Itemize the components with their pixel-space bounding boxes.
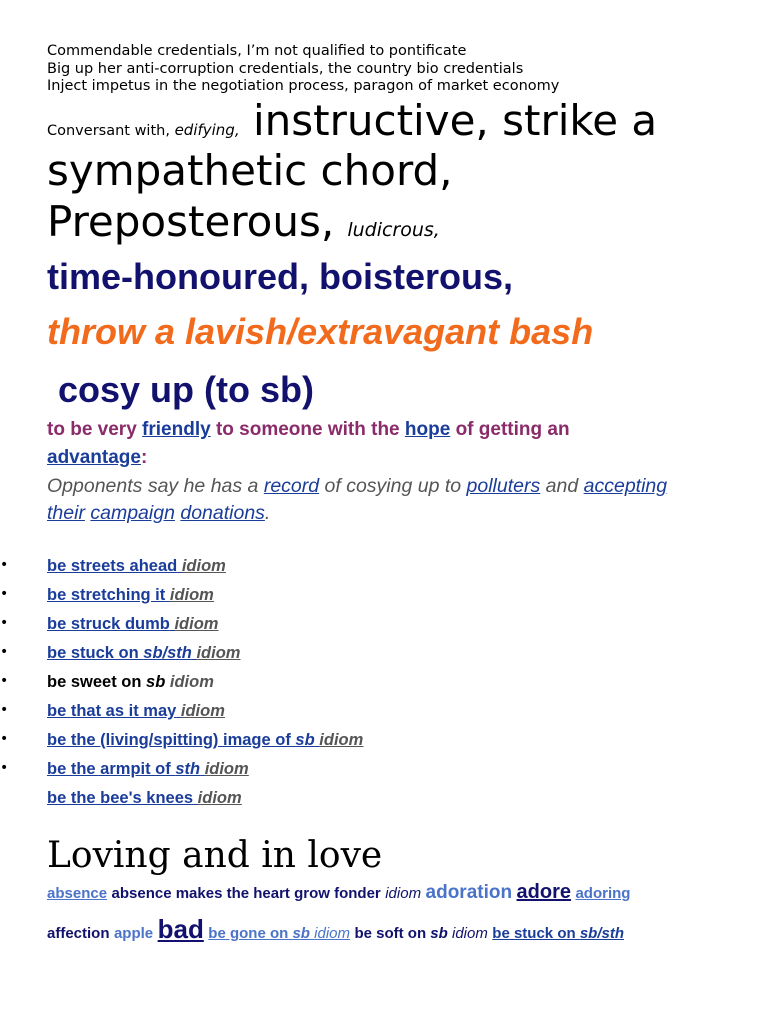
idiom-object: sb (295, 731, 315, 749)
definition-line-1 (47, 418, 570, 442)
preposterous-line (47, 197, 440, 247)
text-line-2: Big up her anti-corruption credentials, the country bio credentials (47, 61, 524, 77)
cloud-adoring-link[interactable]: adoring (575, 885, 631, 902)
idiom-object: sb/sth (143, 644, 192, 662)
example-line-1 (47, 474, 667, 498)
their-link[interactable]: their (47, 502, 85, 524)
sympathetic-chord: sympathetic chord, (47, 146, 453, 195)
idiom-stuck-on[interactable] (47, 643, 240, 663)
bullet-icon: • (0, 760, 9, 776)
preposterous-word: Preposterous, (47, 197, 335, 246)
example-line-2 (47, 501, 270, 525)
record-link[interactable]: record (263, 475, 320, 497)
cloud-object: sb/sth (579, 925, 625, 942)
definition-colon: : (140, 447, 148, 468)
idiom-text: be the bee's knees (47, 789, 194, 807)
example-text: of cosying up to (319, 475, 467, 497)
cloud-adoration-link[interactable]: adoration (425, 882, 513, 903)
idiom-tag: idiom (174, 615, 219, 633)
instructive-text: instructive, strike a (239, 96, 658, 145)
cloud-be-stuck-on-link[interactable] (492, 925, 624, 942)
cloud-affection-link[interactable]: affection (47, 925, 110, 942)
idiom-tag: idiom (169, 673, 214, 691)
text-line-1: Commendable credentials, I’m not qualified to pontificate (47, 43, 467, 59)
conversant-line (47, 96, 657, 148)
cloud-idiom-tag: idiom (385, 885, 422, 902)
bullet-icon: • (0, 673, 9, 689)
definition-text: to be very (47, 419, 143, 440)
donations-link[interactable]: donations (180, 502, 265, 524)
bullet-icon: • (0, 557, 9, 573)
edifying-word: edifying, (174, 121, 240, 139)
idiom-tag: idiom (196, 644, 241, 662)
idiom-living-image[interactable] (47, 730, 363, 750)
example-period: . (264, 502, 271, 524)
idiom-armpit-of[interactable] (47, 759, 249, 779)
hope-link[interactable]: hope (404, 419, 451, 440)
idiom-tag: idiom (204, 760, 249, 778)
idiom-bees-knees[interactable] (47, 788, 242, 808)
cloud-phrase: be gone on (208, 925, 293, 942)
lavish-bash-phrase: throw a lavish/extravagant bash (47, 311, 594, 352)
advantage-link[interactable]: advantage (47, 447, 141, 468)
idiom-text: be sweet on (47, 673, 147, 691)
bullet-icon: • (0, 586, 9, 602)
idiom-object: sth (175, 760, 201, 778)
cloud-be-gone-on-link[interactable] (208, 925, 350, 942)
cloud-bad-link[interactable]: bad (157, 914, 204, 944)
bullet-icon: • (0, 615, 9, 631)
friendly-link[interactable]: friendly (142, 419, 211, 440)
word-cloud-line-1 (47, 881, 630, 911)
idiom-tag: idiom (181, 557, 226, 575)
idiom-that-as-it-may[interactable] (47, 701, 225, 721)
conversant-prefix: Conversant with, (47, 123, 175, 139)
idiom-stretching-it[interactable] (47, 585, 214, 605)
cloud-absence-makes-link[interactable]: absence makes the heart grow fonder (111, 885, 381, 902)
cloud-idiom-tag: idiom (451, 925, 488, 942)
cloud-absence-link[interactable]: absence (47, 885, 108, 902)
cloud-phrase: be soft on (354, 925, 431, 942)
polluters-link[interactable]: polluters (466, 475, 541, 497)
cosy-up-heading: cosy up (to sb) (58, 369, 315, 410)
bullet-icon: • (0, 731, 9, 747)
idiom-tag: idiom (169, 586, 214, 604)
cloud-object: sb (430, 925, 448, 942)
cloud-apple-link[interactable]: apple (113, 925, 154, 942)
cloud-adore-link[interactable]: adore (516, 881, 572, 903)
text-line-3: Inject impetus in the negotiation process, paragon of market economy (47, 78, 560, 94)
example-text: Opponents say he has a (47, 475, 264, 497)
idiom-streets-ahead[interactable] (47, 556, 226, 576)
idiom-text: be that as it may (47, 702, 177, 720)
bullet-icon: • (0, 702, 9, 718)
cloud-object: sb (292, 925, 310, 942)
section-title: Loving and in love (47, 835, 383, 876)
idiom-text: be streets ahead (47, 557, 178, 575)
definition-text: of getting an (450, 419, 570, 440)
idiom-struck-dumb[interactable] (47, 614, 218, 634)
word-cloud-line-2 (47, 914, 624, 948)
idiom-tag: idiom (197, 789, 242, 807)
cloud-idiom-tag: idiom (314, 925, 351, 942)
time-honoured-phrase: time-honoured, boisterous, (47, 256, 514, 297)
idiom-tag: idiom (180, 702, 225, 720)
definition-text: to someone with the (210, 419, 405, 440)
bullet-icon: • (0, 644, 9, 660)
ludicrous-word: ludicrous, (347, 219, 440, 241)
idiom-text: be the armpit of (47, 760, 176, 778)
accepting-link[interactable]: accepting (583, 475, 668, 497)
idiom-text: be stretching it (47, 586, 166, 604)
idiom-text: be struck dumb (47, 615, 170, 633)
campaign-link[interactable]: campaign (90, 502, 175, 524)
idiom-object: sb (146, 673, 166, 691)
idiom-tag: idiom (319, 731, 364, 749)
idiom-sweet-on (47, 672, 214, 692)
cloud-be-soft-on-link[interactable] (354, 925, 487, 942)
idiom-text: be stuck on (47, 644, 144, 662)
definition-line-2 (47, 446, 147, 470)
example-text: and (540, 475, 584, 497)
cloud-phrase: be stuck on (492, 925, 580, 942)
idiom-text: be the (living/spitting) image of (47, 731, 296, 749)
